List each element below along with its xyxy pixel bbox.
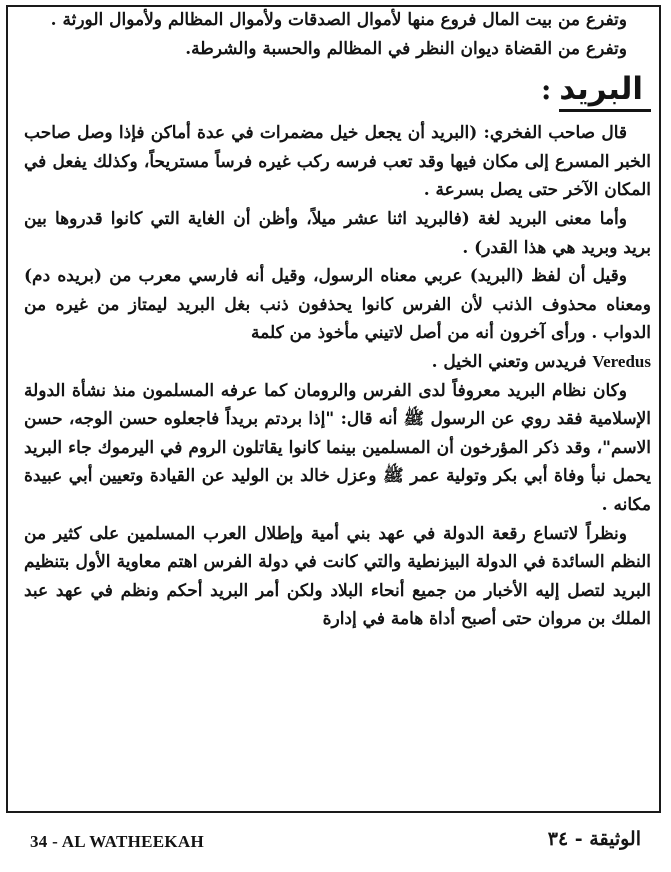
footer-page-latin: 34 - AL WATHEEKAH — [30, 832, 205, 851]
heading-title: البريد — [559, 69, 651, 112]
latin-word: Veredus — [592, 351, 651, 371]
heading-colon: : — [540, 73, 552, 107]
paragraph-veredus-line — [24, 348, 651, 377]
veredus-meaning: فريدس وتعني الخيل . — [431, 351, 587, 372]
paragraph-linguistic-meaning: وأما معنى البريد لغة (فالبريد اثنا عشر ميلاً، وأظن أن الغاية التي كانوا قدروها بين بريد وبريد هي هذا القدر) . — [24, 208, 651, 258]
paragraph-judges: وتفرع من القضاة ديوان النظر في المظالم والحسبة والشرطة. — [185, 38, 627, 59]
page-footer — [30, 828, 641, 862]
footer-page-arabic: الوثيقة - ٣٤ — [547, 828, 641, 850]
paragraph-history: وكان نظام البريد معروفاً لدى الفرس والرومان كما عرفه المسلمون منذ نشأة الدولة الإسلامية فقد روي عن الرسول ﷺ أنه قال: "إذا بردتم بريداً فاجعلوه حسن الوجه، حسن الاسم"، وقد ذكر المؤرخون أن المسلمين بينما كانوا يقاتلون الروم في اليرموك جاء البريد يحمل نبأ وفاة أبي بكر وتولية عمر ﷺ وعزل خالد بن الوليد عن القيادة وتعيين أبي عبيدة مكانه . — [24, 380, 651, 515]
paragraph-umayyad: ونظراً لاتساع رقعة الدولة في عهد بني أمية وإطلال العرب المسلمين على كثير من النظم السائدة في الدولة البيزنطية والتي كانت في دولة الفرس اهتم معاوية الأول بتنظيم البريد لتصل إليه الأخبار من جميع أنحاء البلاد ولكن أمر البريد أحكم ونظم في عهد عبد الملك بن مروان حتى أصبح أداة هامة في إدارة — [24, 523, 651, 630]
paragraph-fakhri-definition: قال صاحب الفخري: (البريد أن يجعل خيل مضمرات في عدة أماكن فإذا وصل صاحب الخبر المسرع إلى مكان فيها وقد تعب فرسه ركب غيره فرساً مستريحاً، وكذلك يفعل في المكان الآخر حتى يصل بسرعة . — [24, 123, 651, 201]
paragraph-treasury: وتفرع من بيت المال فروع منها لأموال الصدقات ولأموال المظالم ولأموال الورثة . — [50, 10, 627, 30]
article-body — [24, 6, 651, 634]
section-heading — [24, 69, 651, 115]
paragraph-etymology: وقيل أن لفظ (البريد) عربي معناه الرسول، وقيل أنه فارسي معرب من (بريده دم) ومعناه محذوف الذنب لأن الفرس كانوا يحذفون ذنب بغل البريد ليمتاز من غيره من الدواب . ورأى آخرون أنه من أصل لاتيني مأخوذ من كلمة — [24, 266, 651, 344]
